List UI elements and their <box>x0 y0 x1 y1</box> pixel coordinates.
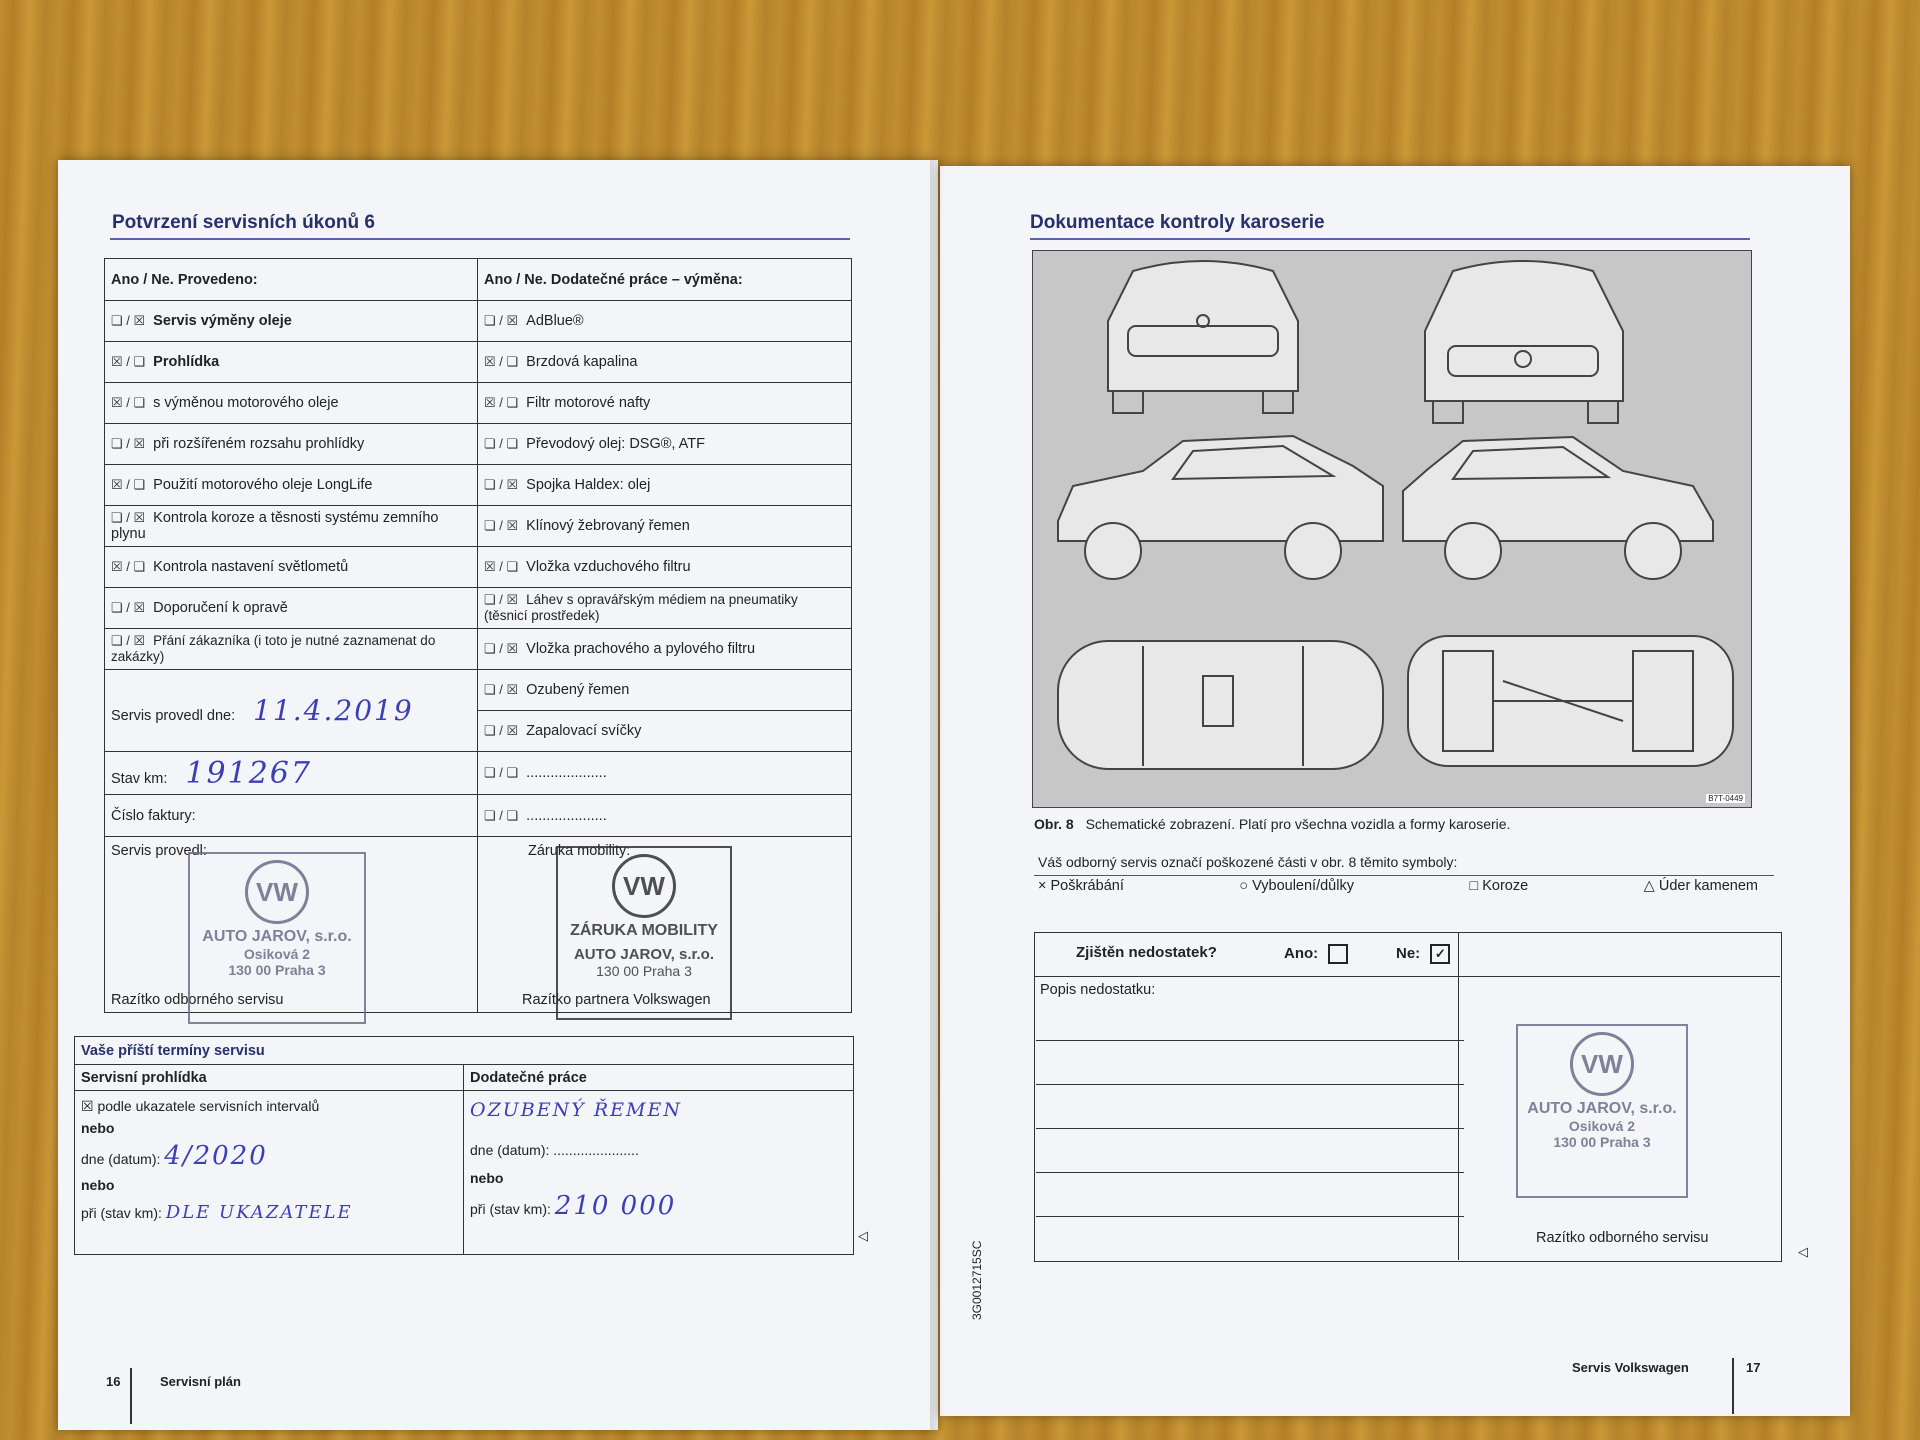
figure-caption <box>1034 816 1510 832</box>
date-label: dne (datum): <box>81 1151 161 1167</box>
table-row <box>105 547 478 588</box>
table-row <box>105 506 478 547</box>
symbols-divider <box>1034 875 1774 876</box>
symbols-intro: Váš odborný servis označí poškozené části v obr. 8 těmito symboly: <box>1038 854 1458 870</box>
table-row <box>478 711 852 752</box>
row-label: Vložka vzduchového filtru <box>526 559 691 575</box>
car-side-view-right <box>1403 437 1713 579</box>
checkbox-mark: ☒ / ❏ <box>484 354 519 369</box>
table-row <box>105 588 478 629</box>
no-label: Ne: <box>1396 944 1421 962</box>
page-number-right: 17 <box>1746 1360 1761 1375</box>
checkbox-mark: ❏ / ☒ <box>111 510 146 525</box>
table-row <box>105 342 478 383</box>
table-row <box>105 465 478 506</box>
checkbox-mark: ❏ / ☒ <box>484 641 519 656</box>
table-row <box>478 670 852 711</box>
defect-no <box>1396 944 1450 964</box>
footer-right: Servis Volkswagen <box>1572 1360 1689 1375</box>
stamp-mobility: ZÁRUKA MOBILITY <box>570 922 718 939</box>
left-page-title: Potvrzení servisních úkonů 6 <box>112 212 375 233</box>
checkbox-mark: ❏ / ❏ <box>484 807 519 823</box>
description-line <box>1036 1040 1464 1041</box>
row-label: Zapalovací svíčky <box>526 723 642 739</box>
next-service-table <box>74 1036 854 1255</box>
row-label: .................... <box>526 807 607 824</box>
table-row <box>478 383 852 424</box>
checkbox-mark: ❏ / ☒ <box>484 723 519 738</box>
row-label: Ozubený řemen <box>526 682 630 698</box>
row-label: Láhev s opravářským médiem na pneumatiky (těsnicí prostředek) <box>484 592 798 623</box>
document-code: 3G0012715SC <box>970 1240 984 1320</box>
km-handwritten: 191267 <box>185 755 312 791</box>
invoice-label: Číslo faktury: <box>111 807 196 824</box>
footer-left: Servisní plán <box>160 1374 241 1389</box>
row-label: Filtr motorové nafty <box>526 395 651 411</box>
row-label: s výměnou motorového oleje <box>153 395 339 411</box>
stamp-label-right: Razítko partnera Volkswagen <box>522 992 711 1008</box>
next-inspection-cell <box>75 1091 464 1255</box>
car-body-diagram <box>1032 250 1752 808</box>
stamp-dealer: AUTO JAROV, s.r.o. <box>202 928 352 945</box>
symbol-stone-chip: △ Úder kamenem <box>1643 878 1758 894</box>
continue-arrow-icon: ◁ <box>1798 1244 1808 1259</box>
checkbox-mark: ❏ / ❏ <box>484 765 519 780</box>
next-col2-header: Dodatečné práce <box>464 1065 854 1091</box>
checkbox-mark: ☒ / ❏ <box>111 395 146 410</box>
service-by-label: Servis provedl: <box>111 843 207 859</box>
defect-col-line <box>1458 932 1459 1260</box>
stamp-label-left: Razítko odborného servisu <box>111 992 284 1008</box>
date-handwritten: 4/2020 <box>164 1141 268 1171</box>
defect-question: Zjištěn nedostatek? <box>1076 944 1217 961</box>
stamp-label: Razítko odborného servisu <box>1536 1230 1709 1246</box>
km-cell <box>105 752 478 795</box>
vw-logo-icon: VW <box>612 854 676 918</box>
description-line <box>1036 1216 1464 1217</box>
symbol-corrosion: □ Koroze <box>1469 878 1529 894</box>
row-label: Vložka prachového a pylového filtru <box>526 641 756 657</box>
service-date-cell <box>105 670 478 752</box>
checkbox-mark: ❏ / ☒ <box>111 436 146 451</box>
mobility-stamp <box>556 846 732 1020</box>
checkbox-mark: ☒ / ❏ <box>484 559 519 574</box>
figure-caption-text: Schematické zobrazení. Platí pro všechna vozidla a formy karoserie. <box>1085 816 1511 832</box>
checkbox-mark: ❏ / ☒ <box>111 633 146 648</box>
checkbox-mark: ☒ / ❏ <box>484 395 519 410</box>
stamp-city: 130 00 Praha 3 <box>1553 1134 1651 1150</box>
next-col1-header: Servisní prohlídka <box>75 1065 464 1091</box>
footer-divider <box>1732 1358 1734 1414</box>
stamp-address: Osiková 2 <box>243 946 311 962</box>
row-label: .................... <box>526 765 607 781</box>
checkbox-mark: ❏ / ☒ <box>484 313 519 328</box>
table-row <box>105 383 478 424</box>
stamp-address: Osiková 2 <box>1568 1118 1636 1134</box>
checkbox-mark: ❏ / ☒ <box>111 313 146 328</box>
vw-logo-icon: VW <box>245 860 309 924</box>
date-dots: ...................... <box>553 1142 639 1158</box>
or-label: nebo <box>470 1170 504 1186</box>
service-date-label: Servis provedl dne: <box>111 708 236 724</box>
row-label: Použití motorového oleje LongLife <box>153 477 373 493</box>
stamp-city: 130 00 Praha 3 <box>596 963 692 979</box>
service-date-handwritten: 11.4.2019 <box>253 694 414 727</box>
yes-label: Ano: <box>1284 944 1319 962</box>
interval-indicator: ☒ podle ukazatele servisních intervalů <box>81 1098 320 1114</box>
table-row <box>105 629 478 670</box>
figure-label: Obr. 8 <box>1034 816 1074 832</box>
row-label: Doporučení k opravě <box>153 600 288 616</box>
row-label: Přání zákazníka (i toto je nutné zaznamenat do zakázky) <box>111 633 436 664</box>
car-top-view <box>1058 641 1383 769</box>
row-label: Převodový olej: DSG®, ATF <box>526 436 705 452</box>
stamp-dealer: AUTO JAROV, s.r.o. <box>1527 1100 1677 1117</box>
description-line <box>1036 1084 1464 1085</box>
row-label: Spojka Haldex: olej <box>526 477 651 493</box>
symbols-legend <box>1038 878 1758 894</box>
stamp-city: 130 00 Praha 3 <box>228 962 326 978</box>
title-underline <box>110 238 850 240</box>
row-label: Kontrola nastavení světlometů <box>153 559 349 575</box>
right-page-title: Dokumentace kontroly karoserie <box>1030 212 1325 233</box>
km-next-label: při (stav km): <box>470 1201 551 1217</box>
symbol-dent: ○ Vyboulení/důlky <box>1239 878 1354 894</box>
extra-work-handwritten: OZUBENÝ ŘEMEN <box>470 1099 682 1121</box>
invoice-cell <box>105 795 478 837</box>
table-row <box>478 547 852 588</box>
row-label: Kontrola koroze a těsnosti systému zemního plynu <box>111 510 439 542</box>
row-label: Servis výměny oleje <box>153 313 292 329</box>
vw-logo-icon: VW <box>1570 1032 1634 1096</box>
checkbox-mark: ❏ / ☒ <box>111 600 146 615</box>
checkbox-mark: ❏ / ☒ <box>484 592 519 607</box>
title-underline <box>1030 238 1750 240</box>
car-outlines-svg <box>1033 251 1751 807</box>
km-next-handwritten: DLE UKAZATELE <box>165 1202 353 1223</box>
footer-divider <box>130 1368 132 1424</box>
extra-work-cell <box>464 1091 854 1255</box>
row-label: Brzdová kapalina <box>526 354 638 370</box>
stamp-dealer: AUTO JAROV, s.r.o. <box>573 946 715 963</box>
dealer-stamp-right <box>1516 1024 1688 1198</box>
table-row <box>105 301 478 342</box>
description-line <box>1036 1172 1464 1173</box>
checkbox-mark: ☒ / ❏ <box>111 354 146 369</box>
km-label: Stav km: <box>111 770 168 787</box>
dealer-stamp-left <box>188 852 366 1024</box>
defect-description-label: Popis nedostatku: <box>1040 982 1156 998</box>
no-checkbox[interactable]: ✓ <box>1430 944 1450 964</box>
row-label: AdBlue® <box>526 313 584 329</box>
table-row <box>478 465 852 506</box>
row-label: při rozšířeném rozsahu prohlídky <box>153 436 365 452</box>
km-next-label: při (stav km): <box>81 1205 162 1221</box>
checkbox-mark: ❏ / ☒ <box>484 682 519 697</box>
table-row <box>478 342 852 383</box>
checkbox-mark: ❏ / ☒ <box>484 477 519 492</box>
continue-arrow-icon: ◁ <box>858 1228 868 1243</box>
next-service-title: Vaše příští termíny servisu <box>75 1037 854 1065</box>
extra-km-handwritten: 210 000 <box>554 1191 677 1221</box>
checkbox-mark: ❏ / ☒ <box>484 518 519 533</box>
defect-yes <box>1284 944 1348 964</box>
page-number-left: 16 <box>106 1374 121 1389</box>
car-side-view-left <box>1058 436 1383 579</box>
col1-header: Ano / Ne. Provedeno: <box>105 259 478 301</box>
checkbox-mark: ❏ / ❏ <box>484 436 519 451</box>
table-row <box>105 424 478 465</box>
car-rear-view <box>1108 261 1298 413</box>
mobility-label: Záruka mobility: <box>528 843 631 859</box>
car-front-view <box>1425 261 1623 423</box>
or-label: nebo <box>81 1177 115 1193</box>
date-label: dne (datum): <box>470 1142 550 1158</box>
checkbox-mark: ☒ / ❏ <box>111 477 146 492</box>
book-gutter <box>930 160 954 1430</box>
figure-code: B7T-0449 <box>1708 794 1743 803</box>
or-label: nebo <box>81 1120 115 1136</box>
col2-header: Ano / Ne. Dodatečné práce – výměna: <box>478 259 852 301</box>
table-row <box>478 795 852 837</box>
table-row <box>478 629 852 670</box>
defect-header-line <box>1034 976 1780 977</box>
table-row <box>478 301 852 342</box>
table-row <box>478 588 852 629</box>
symbol-scratch: × Poškrábání <box>1038 878 1124 894</box>
yes-checkbox[interactable] <box>1328 944 1348 964</box>
checkbox-mark: ☒ / ❏ <box>111 559 146 574</box>
row-label: Prohlídka <box>153 354 220 370</box>
row-label: Klínový žebrovaný řemen <box>526 518 690 534</box>
table-row <box>478 506 852 547</box>
description-line <box>1036 1128 1464 1129</box>
car-underbody-view <box>1408 636 1733 766</box>
table-row <box>478 752 852 795</box>
table-row <box>478 424 852 465</box>
